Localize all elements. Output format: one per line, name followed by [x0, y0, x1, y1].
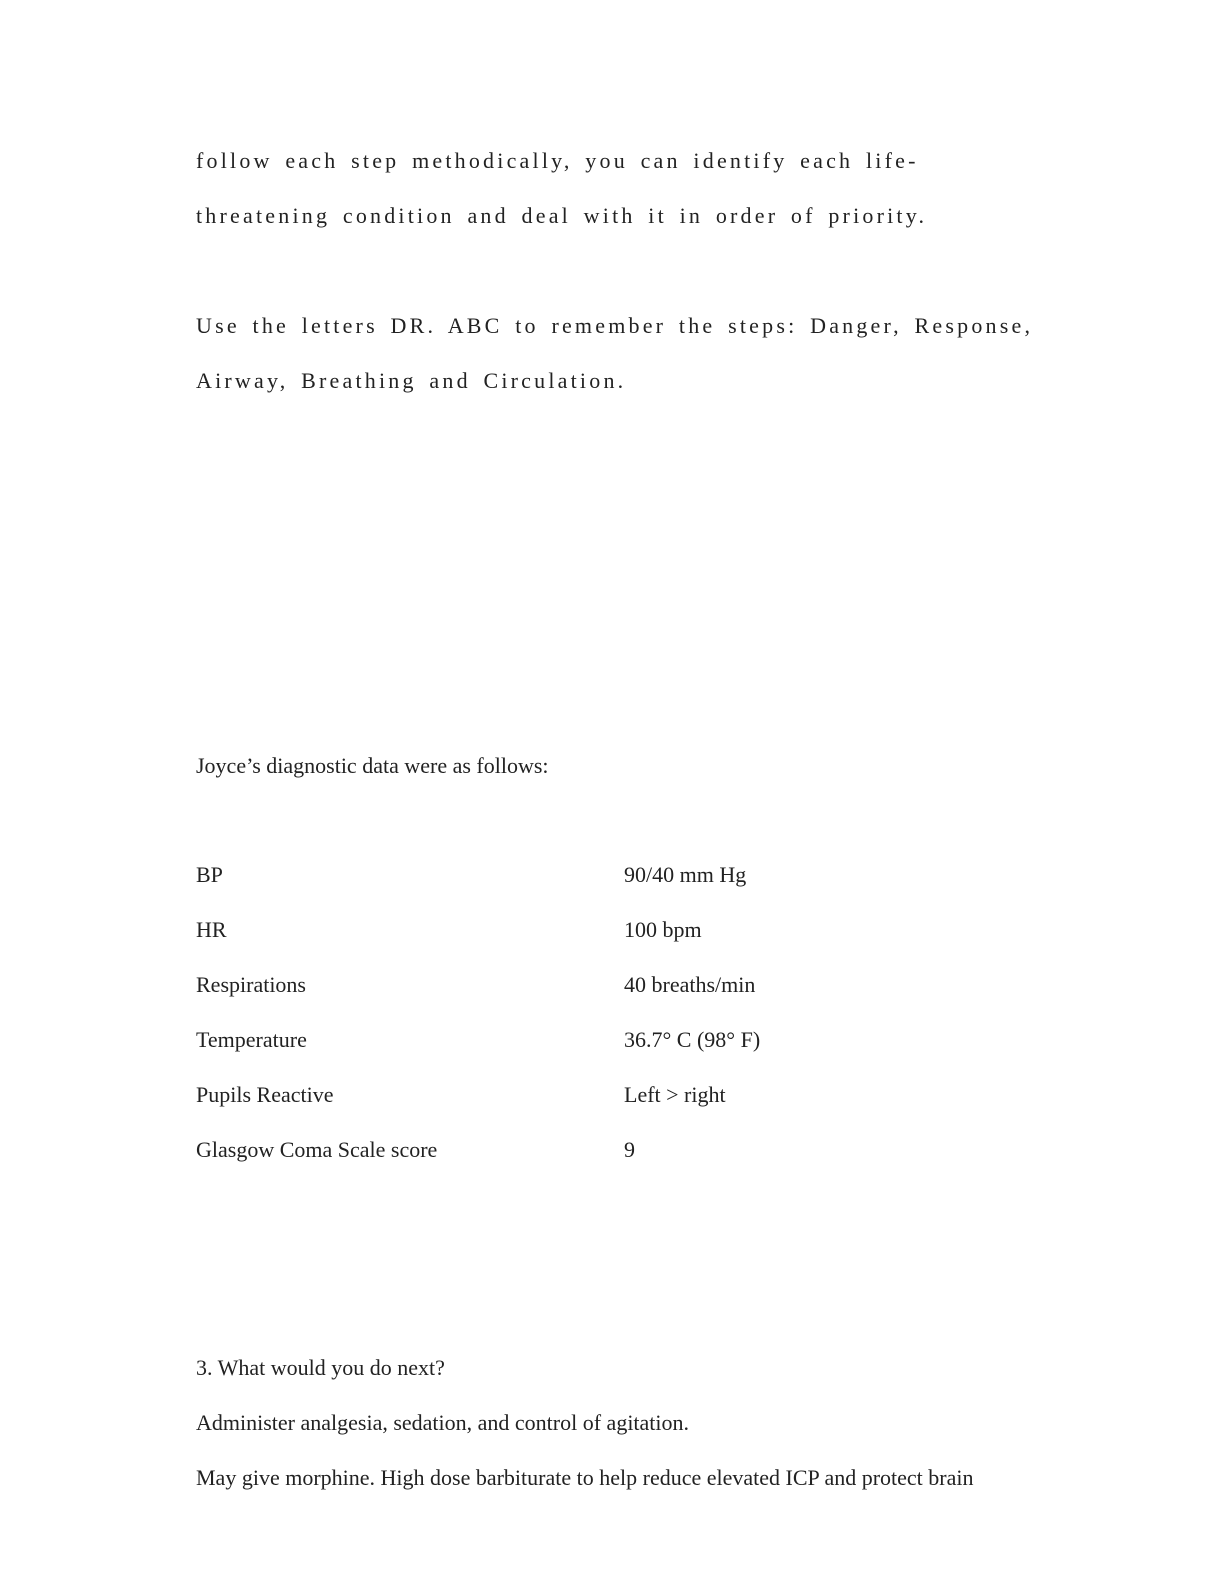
- table-row-value: 36.7° C (98° F): [624, 1027, 761, 1052]
- question-prompt: 3. What would you do next?: [196, 1355, 445, 1380]
- answer-line-2: May give morphine. High dose barbiturate to help reduce elevated ICP and protect brain: [196, 1465, 974, 1490]
- intro-line-3: Use the letters DR. ABC to remember the steps: Danger, Response,: [196, 313, 1034, 338]
- answer-line-1: Administer analgesia, sedation, and control of agitation.: [196, 1410, 690, 1435]
- table-row-value: 9: [624, 1137, 635, 1162]
- intro-line-1: follow each step methodically, you can identify each life-: [196, 148, 919, 173]
- table-row-label: Respirations: [196, 972, 306, 997]
- intro-line-4: Airway, Breathing and Circulation.: [196, 368, 627, 393]
- table-row-label: HR: [196, 917, 227, 942]
- table-row-label: Pupils Reactive: [196, 1082, 334, 1107]
- table-row-value: 100 bpm: [624, 917, 702, 942]
- intro-line-2: threatening condition and deal with it in order of priority.: [196, 203, 928, 228]
- table-row-label: BP: [196, 862, 223, 887]
- table-row-label: Glasgow Coma Scale score: [196, 1137, 438, 1162]
- table-row-value: 40 breaths/min: [624, 972, 756, 997]
- table-row-value: 90/40 mm Hg: [624, 862, 747, 887]
- table-row-label: Temperature: [196, 1027, 307, 1052]
- table-row-value: Left > right: [624, 1082, 726, 1107]
- diagnostics-heading: Joyce’s diagnostic data were as follows:: [196, 753, 549, 778]
